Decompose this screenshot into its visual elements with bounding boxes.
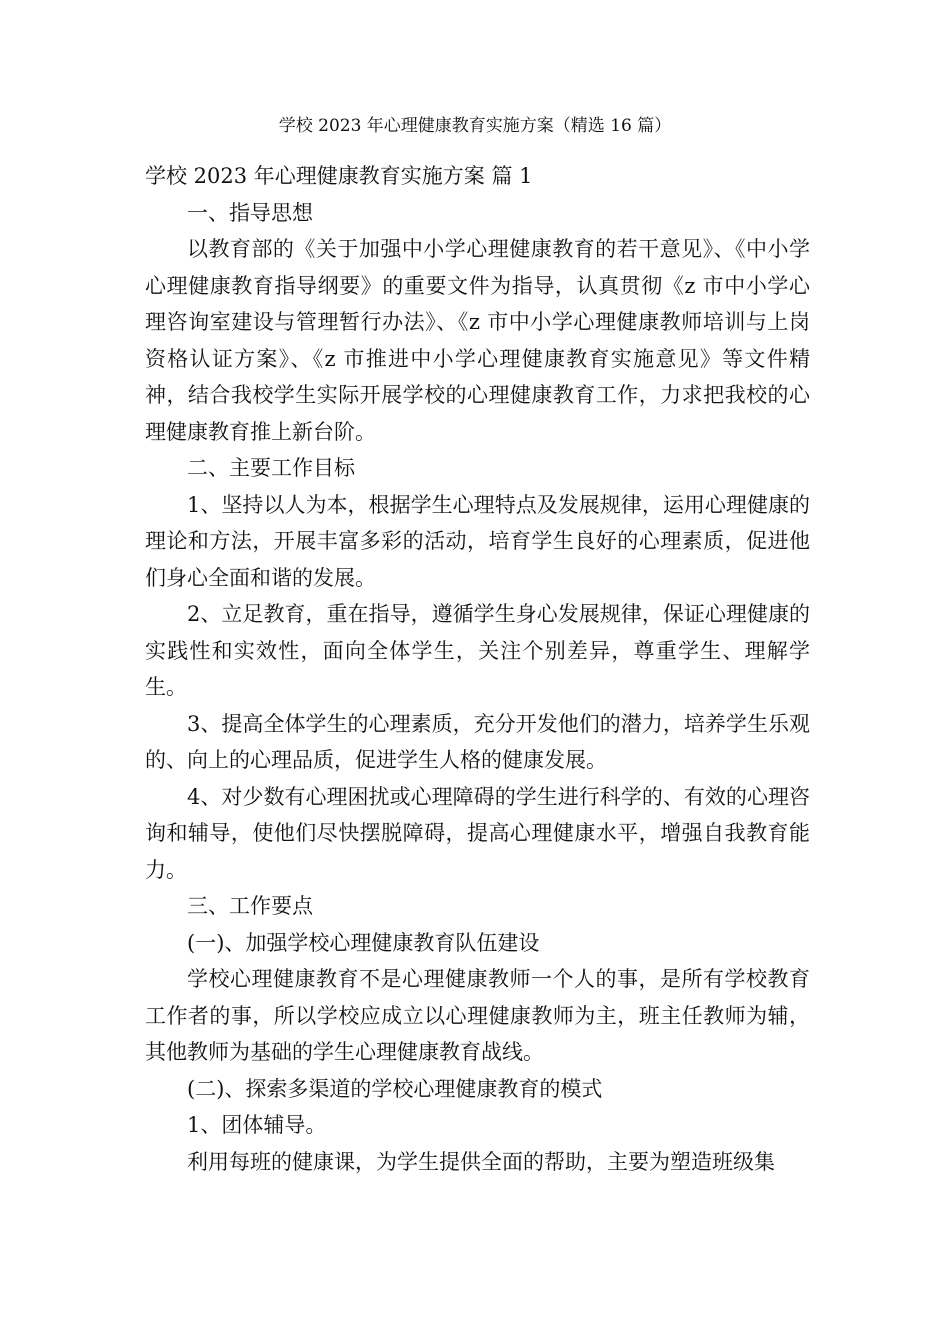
paragraph-goal-3: 3、提高全体学生的心理素质，充分开发他们的潜力，培养学生乐观的、向上的心理品质，促进学生人格的健康发展。 <box>145 711 810 772</box>
paragraph-group-counseling: 利用每班的健康课，为学生提供全面的帮助，主要为塑造班级集 <box>187 1149 775 1174</box>
subsection-heading-multi-channel: (二)、探索多渠道的学校心理健康教育的模式 <box>187 1076 603 1101</box>
paragraph-team-building: 学校心理健康教育不是心理健康教师一个人的事，是所有学校教育工作者的事，所以学校应成立以心理健康教师为主，班主任教师为辅，其他教师为基础的学生心理健康教育战线。 <box>145 967 810 1064</box>
section-heading-work-points: 三、工作要点 <box>187 894 313 918</box>
document-title: 学校 2023 年心理健康教育实施方案（精选 16 篇） <box>278 116 672 136</box>
paragraph-goal-2: 2、立足教育，重在指导，遵循学生身心发展规律，保证心理健康的实践性和实效性，面向全体学生，关注个别差异，尊重学生、理解学生。 <box>145 602 810 699</box>
paragraph-goal-1: 1、坚持以人为本，根据学生心理特点及发展规律，运用心理健康的理论和方法，开展丰富多彩的活动，培育学生良好的心理素质，促进他们身心全面和谐的发展。 <box>145 492 810 590</box>
item-heading-group-counseling: 1、团体辅导。 <box>187 1113 327 1137</box>
subsection-heading-team-building: (一)、加强学校心理健康教育队伍建设 <box>187 930 540 955</box>
document-body <box>145 158 810 1180</box>
paragraph-goal-4: 4、对少数有心理困扰或心理障碍的学生进行科学的、有效的心理咨询和辅导，使他们尽快摆脱障碍，提高心理健康水平，增强自我教育能力。 <box>145 784 810 882</box>
article-heading: 学校 2023 年心理健康教育实施方案 篇 1 <box>145 164 533 188</box>
paragraph-guiding-ideology: 以教育部的《关于加强中小学心理健康教育的若干意见》、《中小学心理健康教育指导纲要》的重要文件为指导，认真贯彻《z 市中小学心理咨询室建设与管理暂行办法》、《z 市中小学心理健康教师培训与上岗资格认证方案》、《z 市推进中小学心理健康教育实施意见》等文件精神，结合我校学生实际开展学校的心理健康教育工作，力求把我校的心理健康教育推上新台阶。 <box>145 237 810 444</box>
section-heading-guiding-ideology: 一、指导思想 <box>187 200 313 225</box>
section-heading-main-goals: 二、主要工作目标 <box>187 456 355 480</box>
